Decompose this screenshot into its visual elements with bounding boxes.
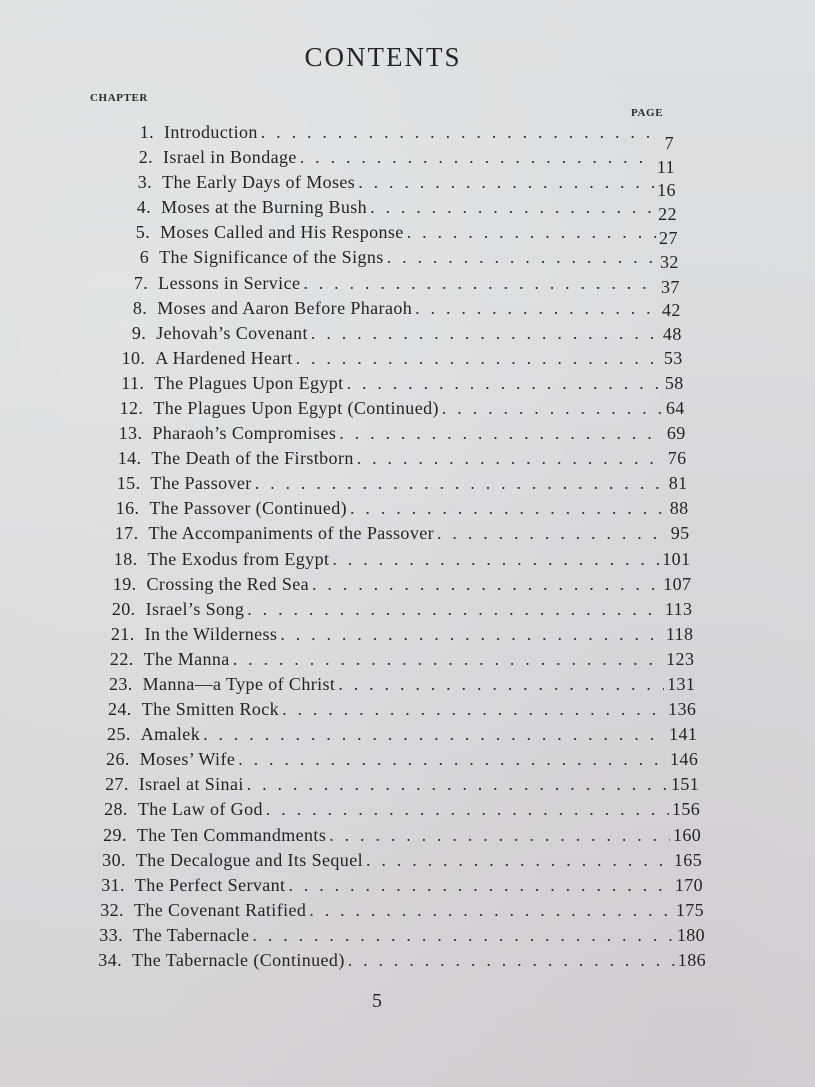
chapter-number: 15. bbox=[116, 473, 141, 494]
dot-leader bbox=[311, 323, 660, 344]
chapter-page-number: 156 bbox=[671, 799, 701, 820]
dot-leader bbox=[370, 197, 655, 218]
toc-entry bbox=[87, 724, 698, 745]
toc-entry bbox=[96, 473, 687, 494]
toc-entry bbox=[84, 799, 700, 820]
dot-leader bbox=[296, 348, 661, 369]
chapter-title: The Smitten Rock bbox=[141, 699, 280, 720]
chapter-page-number: 32 bbox=[660, 252, 679, 273]
chapter-page-number: 22 bbox=[658, 204, 677, 225]
page-title: CONTENTS bbox=[304, 42, 462, 72]
dot-leader bbox=[303, 273, 658, 294]
chapter-page-number: 131 bbox=[667, 674, 696, 694]
dot-leader bbox=[387, 247, 657, 268]
toc-entry bbox=[107, 197, 677, 225]
toc-entry bbox=[104, 272, 680, 297]
chapter-number: 9. bbox=[131, 322, 147, 343]
dot-leader bbox=[350, 498, 667, 519]
toc-entry bbox=[101, 348, 682, 369]
chapter-title: The Plagues Upon Egypt (Continued) bbox=[153, 398, 439, 418]
dot-leader bbox=[415, 298, 659, 319]
chapter-page-number: 186 bbox=[677, 950, 706, 970]
toc-entry bbox=[92, 599, 693, 620]
chapter-number: 7. bbox=[133, 272, 149, 293]
chapter-page-number: 118 bbox=[665, 623, 694, 644]
dot-leader bbox=[233, 649, 663, 670]
dot-leader bbox=[339, 423, 664, 444]
chapter-title: The Passover (Continued) bbox=[149, 498, 348, 519]
chapter-number: 28. bbox=[104, 799, 128, 820]
toc-entry bbox=[81, 875, 703, 896]
chapter-title: A Hardened Heart bbox=[155, 347, 293, 368]
dot-leader bbox=[348, 950, 675, 971]
chapter-title: Jehovah’s Covenant bbox=[156, 322, 308, 343]
dot-leader bbox=[247, 774, 668, 795]
chapter-title: The Exodus from Egypt bbox=[147, 548, 330, 569]
chapter-page-number: 37 bbox=[660, 276, 680, 297]
chapter-title: Lessons in Service bbox=[158, 272, 301, 293]
dot-leader bbox=[366, 850, 671, 871]
chapter-number: 2. bbox=[138, 147, 154, 168]
dot-leader bbox=[338, 674, 664, 695]
chapter-number: 30. bbox=[102, 849, 126, 870]
toc-entry bbox=[94, 549, 691, 570]
chapter-title: The Tabernacle (Continued) bbox=[132, 950, 345, 970]
chapter-title: The Tabernacle bbox=[132, 924, 250, 945]
chapter-title: Crossing the Red Sea bbox=[146, 573, 310, 594]
dot-leader bbox=[437, 523, 668, 544]
dot-leader bbox=[282, 699, 665, 720]
chapter-title: The Accompaniments of the Passover bbox=[148, 523, 435, 544]
chapter-page-number: 141 bbox=[669, 724, 698, 745]
chapter-page-number: 64 bbox=[665, 398, 685, 418]
chapter-number: 32. bbox=[100, 899, 124, 920]
dot-leader bbox=[266, 799, 669, 820]
chapter-number: 4. bbox=[136, 197, 152, 218]
toc-entry bbox=[80, 900, 704, 921]
chapter-number: 3. bbox=[137, 172, 153, 193]
dot-leader bbox=[332, 549, 659, 570]
dot-leader bbox=[203, 724, 666, 745]
chapter-title: Israel at Sinai bbox=[138, 774, 244, 795]
chapter-number: 26. bbox=[106, 749, 130, 770]
dot-leader bbox=[247, 599, 662, 620]
page-number: 5 bbox=[372, 990, 382, 1012]
chapter-number: 21. bbox=[110, 623, 135, 644]
chapter-page-number: 146 bbox=[670, 749, 699, 770]
chapter-page-number: 113 bbox=[664, 598, 693, 619]
chapter-title: The Plagues Upon Egypt bbox=[154, 372, 344, 393]
chapter-page-number: 16 bbox=[657, 180, 676, 201]
chapter-title: Moses Called and His Response bbox=[160, 222, 404, 243]
chapter-title: Moses and Aaron Before Pharaoh bbox=[157, 297, 413, 318]
toc-entry bbox=[78, 950, 706, 971]
chapter-number: 24. bbox=[107, 699, 132, 720]
dot-leader bbox=[300, 147, 654, 168]
chapter-page-number: 58 bbox=[664, 372, 684, 393]
chapter-title: Amalek bbox=[140, 724, 201, 745]
chapter-number: 25. bbox=[107, 724, 131, 745]
chapter-number: 33. bbox=[99, 924, 123, 945]
chapter-number: 29. bbox=[103, 824, 127, 845]
toc-entry bbox=[89, 674, 696, 695]
chapter-number: 11. bbox=[121, 372, 145, 393]
toc-entry bbox=[93, 574, 692, 595]
dot-leader bbox=[309, 900, 673, 921]
chapter-number: 22. bbox=[109, 648, 134, 669]
dot-leader bbox=[358, 172, 654, 193]
toc-entry bbox=[109, 147, 675, 178]
chapter-page-number: 175 bbox=[675, 899, 705, 920]
chapter-page-number: 151 bbox=[671, 774, 700, 795]
chapter-number: 34. bbox=[98, 950, 122, 970]
chapter-page-number: 101 bbox=[662, 548, 691, 569]
toc-entry bbox=[99, 398, 684, 419]
chapter-page-number: 42 bbox=[661, 299, 681, 320]
chapter-title: The Decalogue and Its Sequel bbox=[135, 849, 363, 870]
toc-entry bbox=[102, 323, 682, 344]
dot-leader bbox=[347, 373, 662, 394]
chapter-number: 17. bbox=[114, 523, 139, 544]
chapter-page-number: 27 bbox=[659, 228, 678, 249]
toc-entry bbox=[83, 825, 701, 846]
chapter-title: Pharaoh’s Compromises bbox=[152, 423, 337, 444]
dot-leader bbox=[280, 624, 663, 645]
toc-entry bbox=[94, 523, 689, 544]
chapter-title: The Covenant Ratified bbox=[133, 899, 307, 920]
chapter-number: 5. bbox=[135, 222, 151, 243]
toc-entry bbox=[79, 925, 705, 946]
toc-entry bbox=[90, 649, 695, 670]
chapter-title: Israel’s Song bbox=[145, 598, 245, 619]
toc-entry bbox=[91, 624, 694, 645]
chapter-page-number: 180 bbox=[676, 924, 706, 945]
chapter-number: 18. bbox=[113, 548, 138, 569]
chapter-number: 14. bbox=[117, 448, 142, 469]
toc-entry bbox=[95, 498, 688, 519]
chapter-number: 31. bbox=[101, 874, 125, 895]
toc-entry bbox=[105, 247, 679, 273]
chapter-number: 19. bbox=[112, 573, 137, 594]
chapter-title: The Passover bbox=[150, 473, 252, 494]
dot-leader bbox=[261, 122, 662, 143]
chapter-page-number: 88 bbox=[669, 498, 689, 519]
chapter-title: The Perfect Servant bbox=[134, 874, 286, 895]
chapter-title: The Ten Commandments bbox=[136, 824, 327, 845]
page-column-header: PAGE bbox=[631, 107, 664, 119]
toc-entry bbox=[98, 423, 685, 444]
toc-entry bbox=[86, 749, 698, 770]
chapter-page-number: 53 bbox=[663, 347, 683, 368]
dot-leader bbox=[329, 825, 670, 846]
chapter-page-number: 170 bbox=[674, 874, 704, 895]
chapter-page-number: 165 bbox=[673, 849, 703, 870]
chapter-number: 27. bbox=[105, 774, 129, 795]
chapter-title: The Death of the Firstborn bbox=[151, 448, 354, 469]
toc-entry bbox=[108, 172, 676, 201]
dot-leader bbox=[288, 875, 671, 896]
dot-leader bbox=[238, 749, 667, 770]
chapter-number: 6 bbox=[139, 247, 150, 268]
chapter-number: 23. bbox=[108, 674, 133, 694]
chapter-page-number: 48 bbox=[662, 323, 682, 344]
chapter-column-header: CHAPTER bbox=[90, 92, 148, 104]
chapter-page-number: 95 bbox=[670, 523, 690, 544]
chapter-page-number: 81 bbox=[668, 473, 688, 494]
dot-leader bbox=[442, 398, 663, 419]
toc-entry bbox=[110, 122, 674, 153]
toc-entry bbox=[103, 298, 681, 319]
chapter-page-number: 11 bbox=[656, 157, 675, 178]
chapter-number: 12. bbox=[119, 398, 144, 418]
toc-entry bbox=[85, 774, 699, 795]
chapter-number: 13. bbox=[118, 423, 143, 444]
chapter-title: Introduction bbox=[164, 122, 258, 142]
chapter-title: Moses’ Wife bbox=[139, 749, 236, 770]
chapter-number: 10. bbox=[121, 347, 146, 368]
chapter-title: In the Wilderness bbox=[144, 623, 278, 644]
chapter-page-number: 76 bbox=[667, 448, 687, 469]
chapter-title: Israel in Bondage bbox=[163, 147, 297, 168]
chapter-title: Manna—a Type of Christ bbox=[142, 674, 336, 694]
chapter-page-number: 136 bbox=[668, 699, 697, 720]
toc-entry bbox=[106, 222, 678, 249]
chapter-title: Moses at the Burning Bush bbox=[161, 197, 368, 218]
dot-leader bbox=[407, 222, 656, 243]
toc-entry bbox=[82, 850, 702, 871]
chapter-number: 1. bbox=[139, 122, 154, 142]
toc-entry bbox=[100, 373, 683, 394]
chapter-page-number: 69 bbox=[666, 423, 686, 444]
chapter-page-number: 123 bbox=[666, 648, 695, 669]
chapter-title: The Early Days of Moses bbox=[162, 172, 356, 193]
chapter-number: 8. bbox=[132, 297, 148, 318]
chapter-page-number: 7 bbox=[664, 133, 674, 153]
chapter-title: The Manna bbox=[143, 648, 230, 669]
chapter-title: The Law of God bbox=[137, 799, 263, 820]
toc-entry bbox=[97, 448, 686, 469]
chapter-number: 16. bbox=[115, 498, 140, 519]
dot-leader bbox=[252, 925, 673, 946]
dot-leader bbox=[255, 473, 666, 494]
chapter-number: 20. bbox=[111, 598, 136, 619]
toc-entry bbox=[88, 699, 697, 720]
chapter-page-number: 107 bbox=[663, 573, 692, 594]
dot-leader bbox=[357, 448, 665, 469]
chapter-title: The Significance of the Signs bbox=[159, 247, 384, 268]
dot-leader bbox=[312, 574, 660, 595]
chapter-page-number: 160 bbox=[672, 824, 702, 845]
